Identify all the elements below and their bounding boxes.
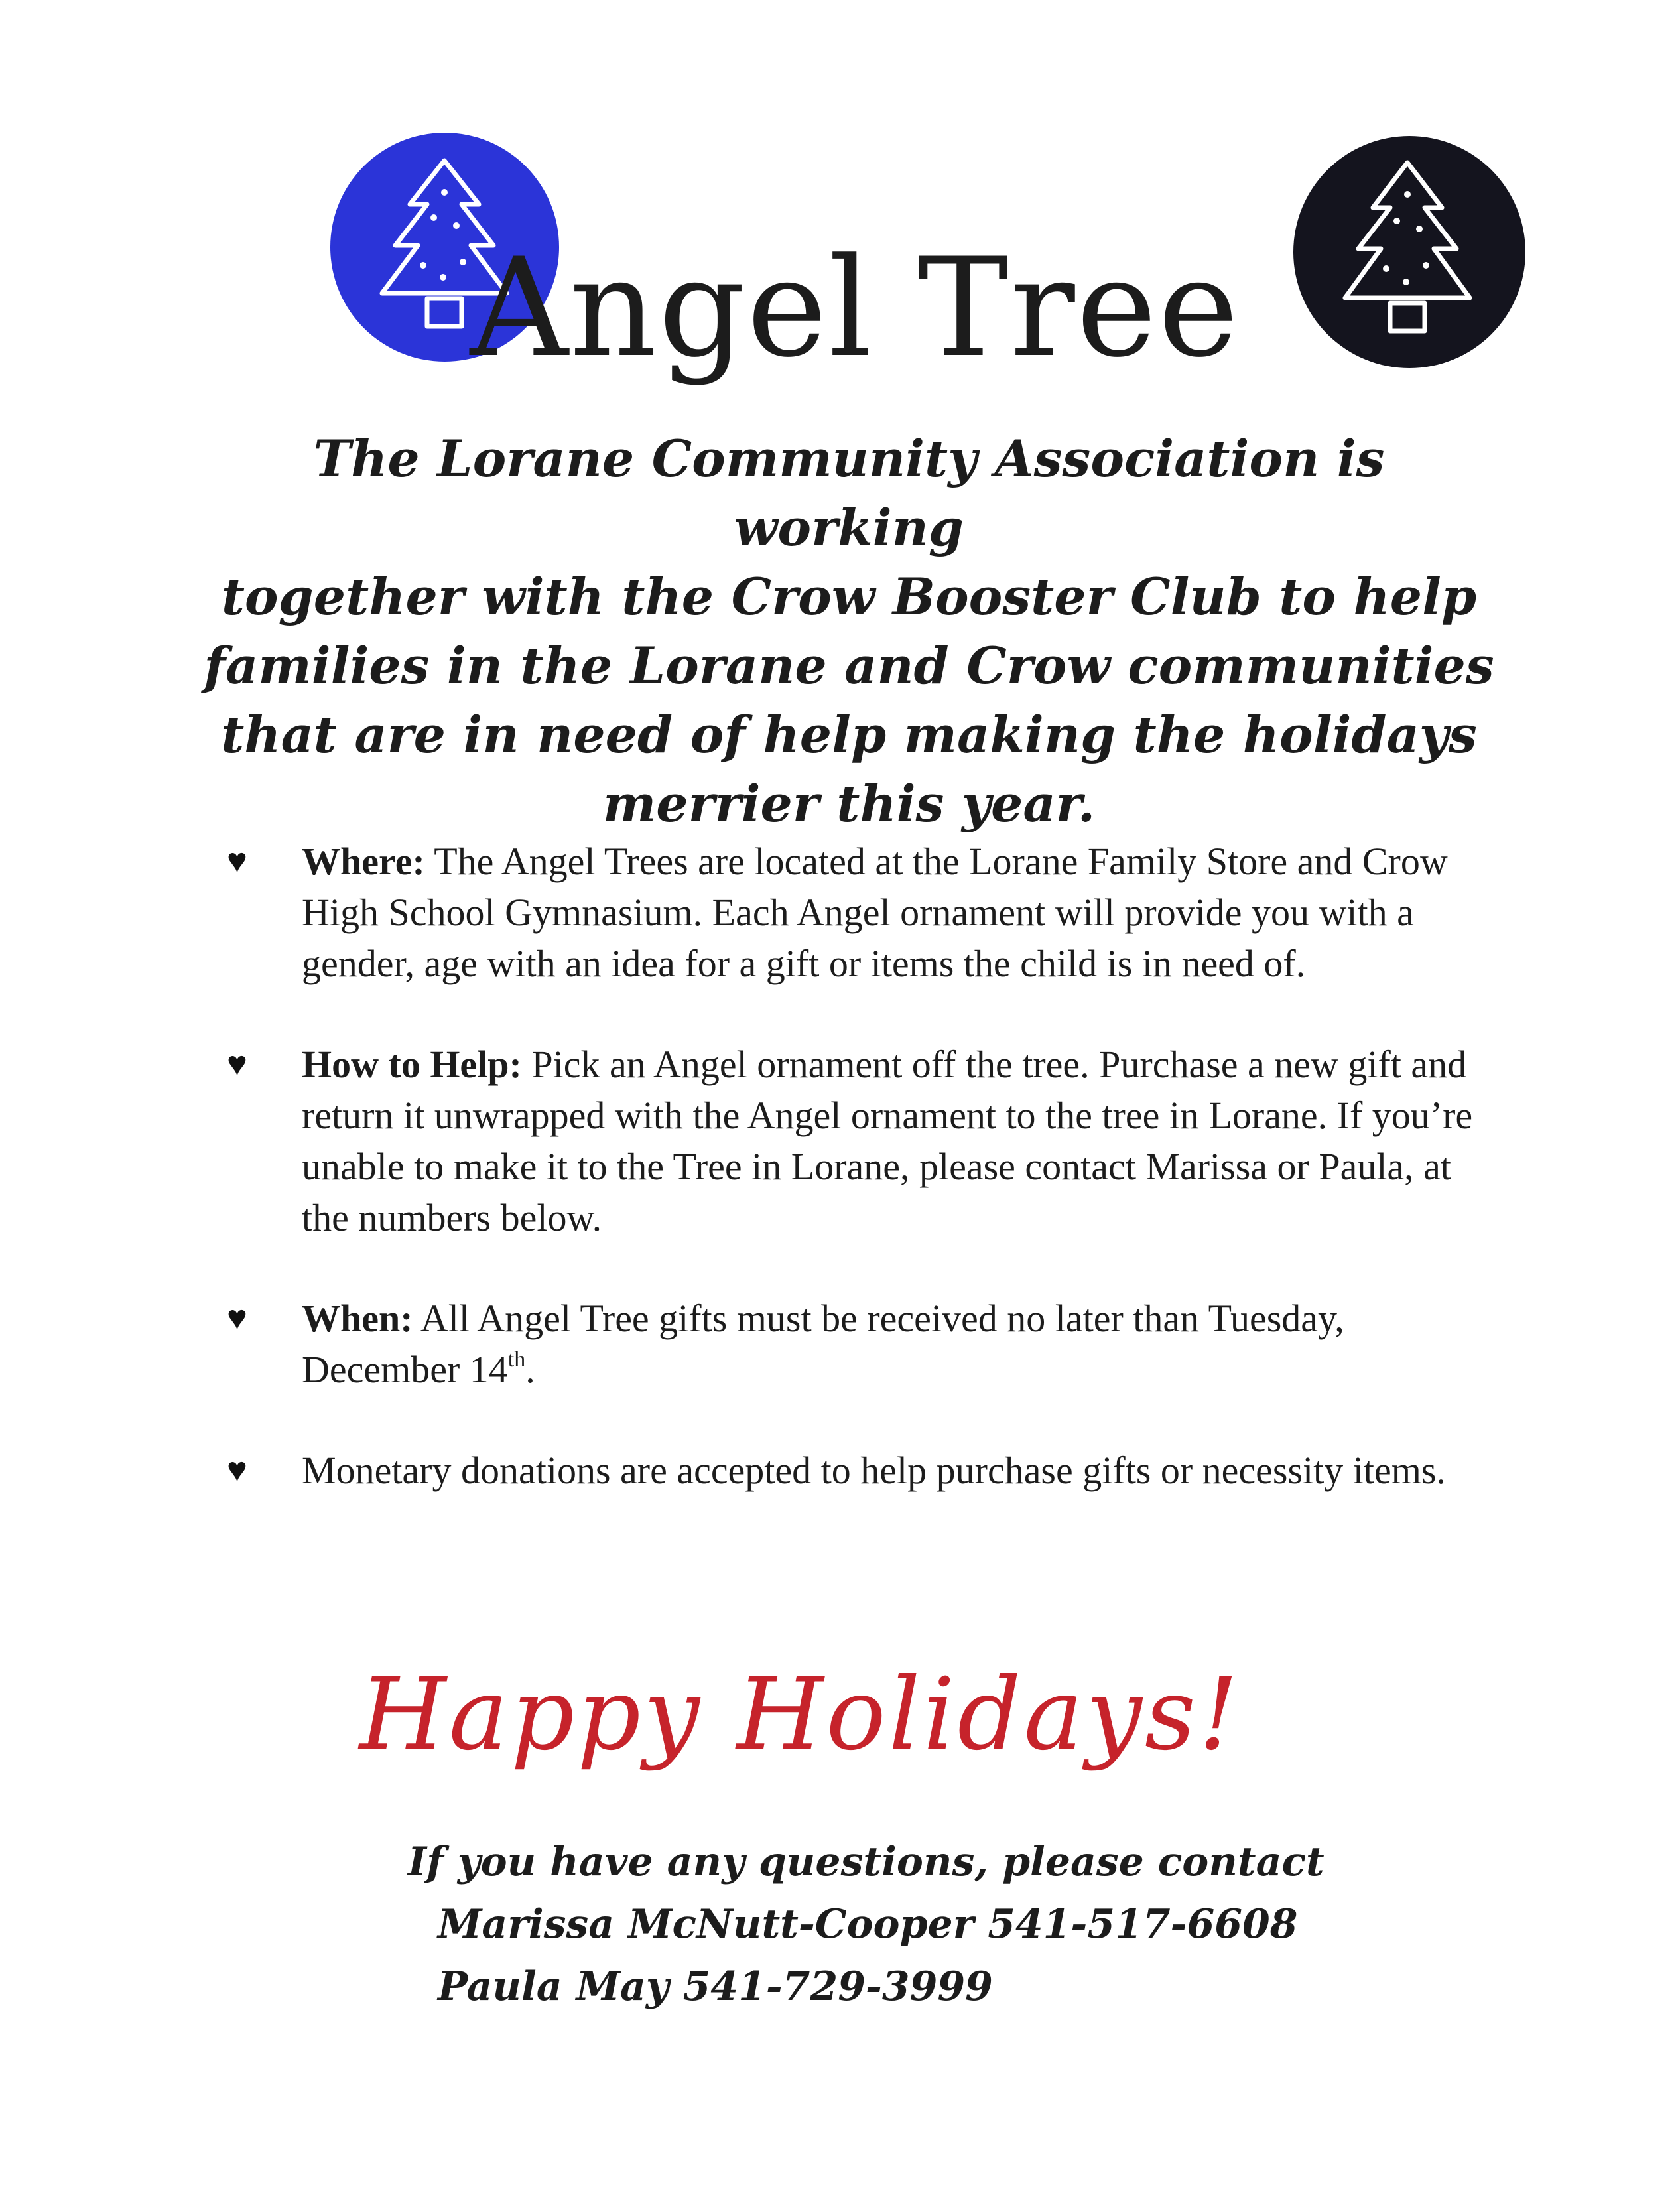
how-to-help-label: How to Help: <box>302 1043 522 1086</box>
monetary-text: Monetary donations are accepted to help purchase gifts or necessity items. <box>302 1449 1446 1492</box>
page-title: Angel Tree <box>470 230 1240 387</box>
intro-line: The Lorane Community Association is working <box>313 429 1385 557</box>
contact-person-1: Marissa McNutt-Cooper 541-517-6608 <box>438 1901 1298 1948</box>
intro-paragraph <box>199 425 1499 838</box>
list-item-where <box>212 836 1506 989</box>
heart-bullet-icon: ♥ <box>227 842 247 880</box>
heart-bullet-icon: ♥ <box>227 1045 247 1083</box>
contact-intro: If you have any questions, please contact <box>408 1839 1325 1885</box>
info-list <box>212 836 1506 1546</box>
contact-block <box>408 1831 1325 2018</box>
intro-line: merrier this year. <box>602 774 1096 833</box>
ordinal-suffix: th <box>507 1347 526 1372</box>
how-to-help-text: Pick an Angel ornament off the tree. Purchase a new gift and return it unwrapped with the Angel ornament to the tree in Lorane. If you’re unable to make it to the Tree in Lorane, please contact Marissa or Paula, at the numbers below. <box>302 1043 1473 1239</box>
when-text: All Angel Tree gifts must be received no later than Tuesday, December 14 <box>302 1297 1344 1391</box>
when-end: . <box>525 1348 535 1391</box>
heart-bullet-icon: ♥ <box>227 1299 247 1337</box>
intro-line: families in the Lorane and Crow communities <box>204 636 1494 695</box>
list-item-how-to-help <box>212 1039 1506 1243</box>
where-text: The Angel Trees are located at the Lorane Family Store and Crow High School Gymnasium. Each Angel ornament will provide you with a gender, age with an idea for a gift or items the child is in need of. <box>302 840 1448 985</box>
list-item-monetary <box>212 1445 1506 1496</box>
list-item-when <box>212 1293 1506 1395</box>
intro-line: together with the Crow Booster Club to help <box>221 567 1477 626</box>
where-label: Where: <box>302 840 425 883</box>
happy-holidays-greeting: Happy Holidays! <box>359 1657 1242 1772</box>
when-label: When: <box>302 1297 413 1340</box>
contact-person-2: Paula May 541-729-3999 <box>438 1963 993 2010</box>
christmas-tree-icon <box>1293 136 1525 368</box>
intro-line: that are in need of help making the holidays <box>221 705 1477 764</box>
heart-bullet-icon: ♥ <box>227 1451 247 1489</box>
